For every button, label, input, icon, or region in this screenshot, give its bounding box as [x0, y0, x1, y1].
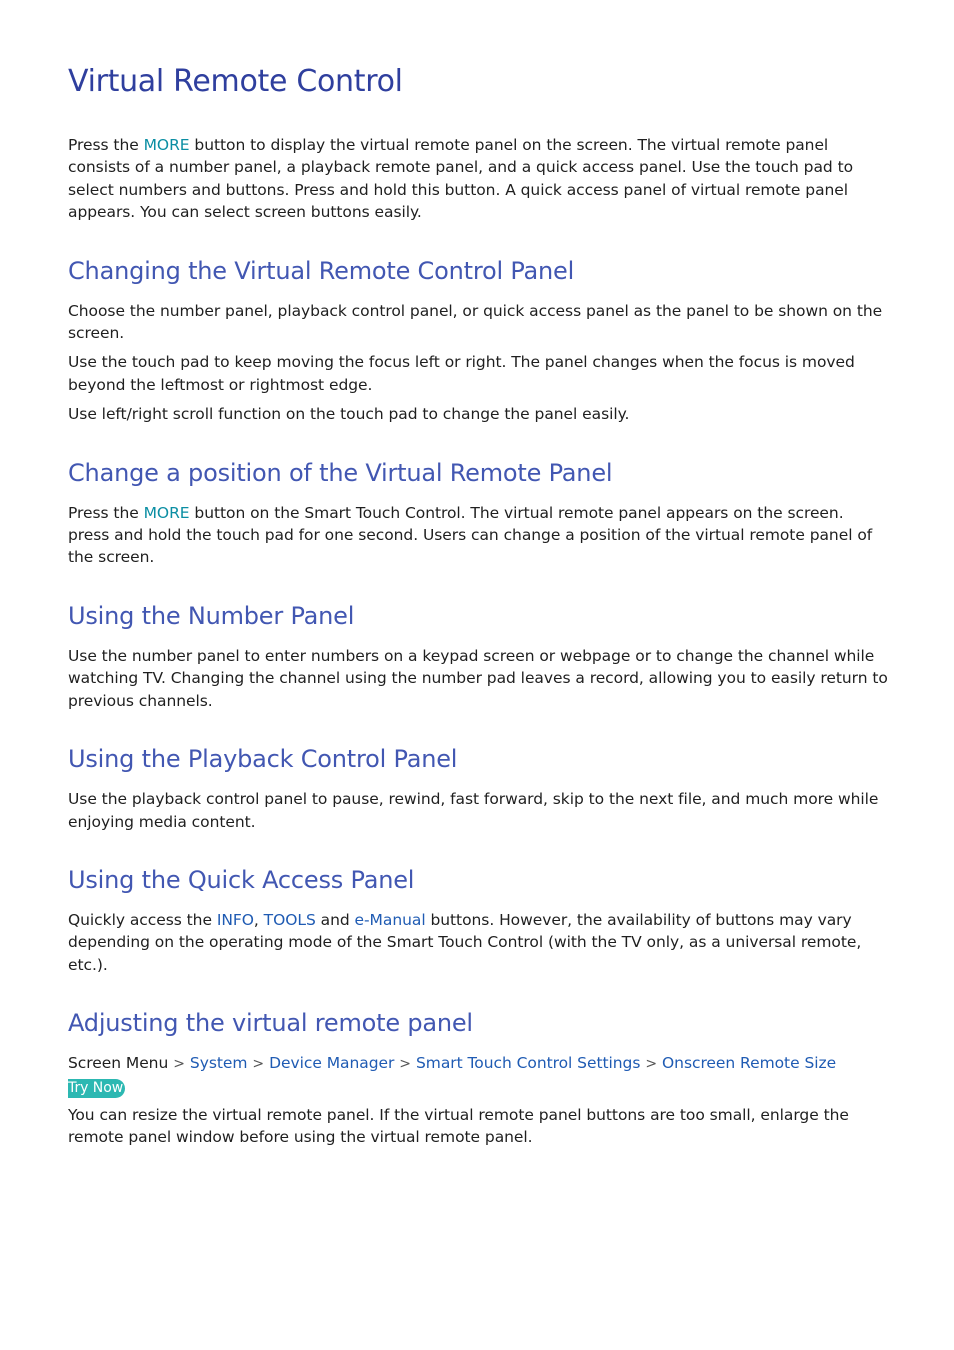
menu-path-onscreen-remote-size[interactable]: Onscreen Remote Size — [662, 1054, 837, 1073]
paragraph-text-end: buttons. However, the availability of buttons may vary depending on the operating mode of the Smart Touch Control (with the TV only, as a universal remote, etc.). — [68, 910, 862, 974]
intro-paragraph — [68, 134, 888, 224]
section-paragraph: Use the playback control panel to pause, rewind, fast forward, skip to the next file, and much more while enjoying media content. — [68, 790, 879, 831]
menu-path-smart-touch-settings[interactable]: Smart Touch Control Settings — [415, 1054, 641, 1073]
section-quick-access — [68, 863, 888, 976]
chevron-right-icon: > — [645, 1056, 658, 1073]
section-paragraph — [68, 502, 888, 569]
intro-text-start: Press the — [68, 136, 144, 154]
menu-path-root: Screen Menu — [68, 1054, 169, 1073]
section-heading: Using the Playback Control Panel — [68, 745, 458, 774]
section-paragraph: You can resize the virtual remote panel. If the virtual remote panel buttons are too small, enlarge the remote panel window before using the virtual remote panel. — [68, 1105, 849, 1147]
paragraph-text-start: Press the — [68, 503, 144, 522]
emanual-button-label: e-Manual — [354, 910, 426, 929]
menu-path-system[interactable]: System — [189, 1054, 248, 1073]
paragraph-text-start: Quickly access the — [68, 910, 217, 929]
separator-text: , — [253, 910, 264, 929]
page-title: Virtual Remote Control — [68, 64, 403, 99]
section-heading: Using the Number Panel — [68, 601, 355, 630]
section-paragraph — [68, 909, 888, 976]
intro-section — [68, 134, 888, 224]
chevron-right-icon: > — [173, 1056, 185, 1073]
more-button-label: MORE — [143, 136, 190, 154]
section-changing-panel — [68, 254, 888, 426]
section-heading: Using the Quick Access Panel — [68, 865, 415, 894]
section-paragraph: Use left/right scroll function on the touch pad to change the panel easily. — [68, 405, 630, 424]
more-button-label: MORE — [143, 503, 190, 522]
paragraph-text-end: button on the Smart Touch Control. The virtual remote panel appears on the screen. press and hold the touch pad for one second. Users can change a position of the virtual remote panel of the screen. — [68, 503, 873, 567]
tools-button-label: TOOLS — [263, 910, 316, 929]
try-now-button[interactable]: Try Now — [68, 1079, 124, 1096]
info-button-label: INFO — [216, 910, 254, 929]
intro-text-end: button to display the virtual remote panel on the screen. The virtual remote panel consists of a number panel, a playback remote panel, and a quick access panel. Use the touch pad to select numbers and buttons. Press and hold this button. A quick access panel of virtual remote panel appears. You can select screen buttons easily. — [68, 136, 854, 222]
section-adjusting-panel — [68, 1006, 888, 1149]
section-paragraph: Use the touch pad to keep moving the focus left or right. The panel changes when the focus is moved beyond the leftmost or rightmost edge. — [68, 353, 855, 394]
section-change-position — [68, 456, 888, 569]
try-now-row — [68, 1076, 888, 1098]
chevron-right-icon: > — [252, 1056, 265, 1073]
section-number-panel — [68, 599, 888, 712]
page-content — [68, 60, 888, 1179]
section-playback-panel — [68, 742, 888, 833]
section-paragraph: Use the number panel to enter numbers on a keypad screen or webpage or to change the channel while watching TV. Changing the channel using the number pad leaves a record, allowing you to easily return to previous channels. — [68, 646, 888, 710]
section-heading: Change a position of the Virtual Remote Panel — [68, 458, 613, 487]
menu-path-device-manager[interactable]: Device Manager — [269, 1054, 395, 1073]
chevron-right-icon: > — [399, 1056, 411, 1073]
conjunction-text: and — [315, 910, 355, 929]
section-heading: Changing the Virtual Remote Control Panel — [68, 256, 575, 285]
section-paragraph: Choose the number panel, playback control panel, or quick access panel as the panel to be shown on the screen. — [68, 301, 883, 343]
menu-path — [68, 1052, 888, 1075]
section-heading: Adjusting the virtual remote panel — [68, 1009, 473, 1038]
